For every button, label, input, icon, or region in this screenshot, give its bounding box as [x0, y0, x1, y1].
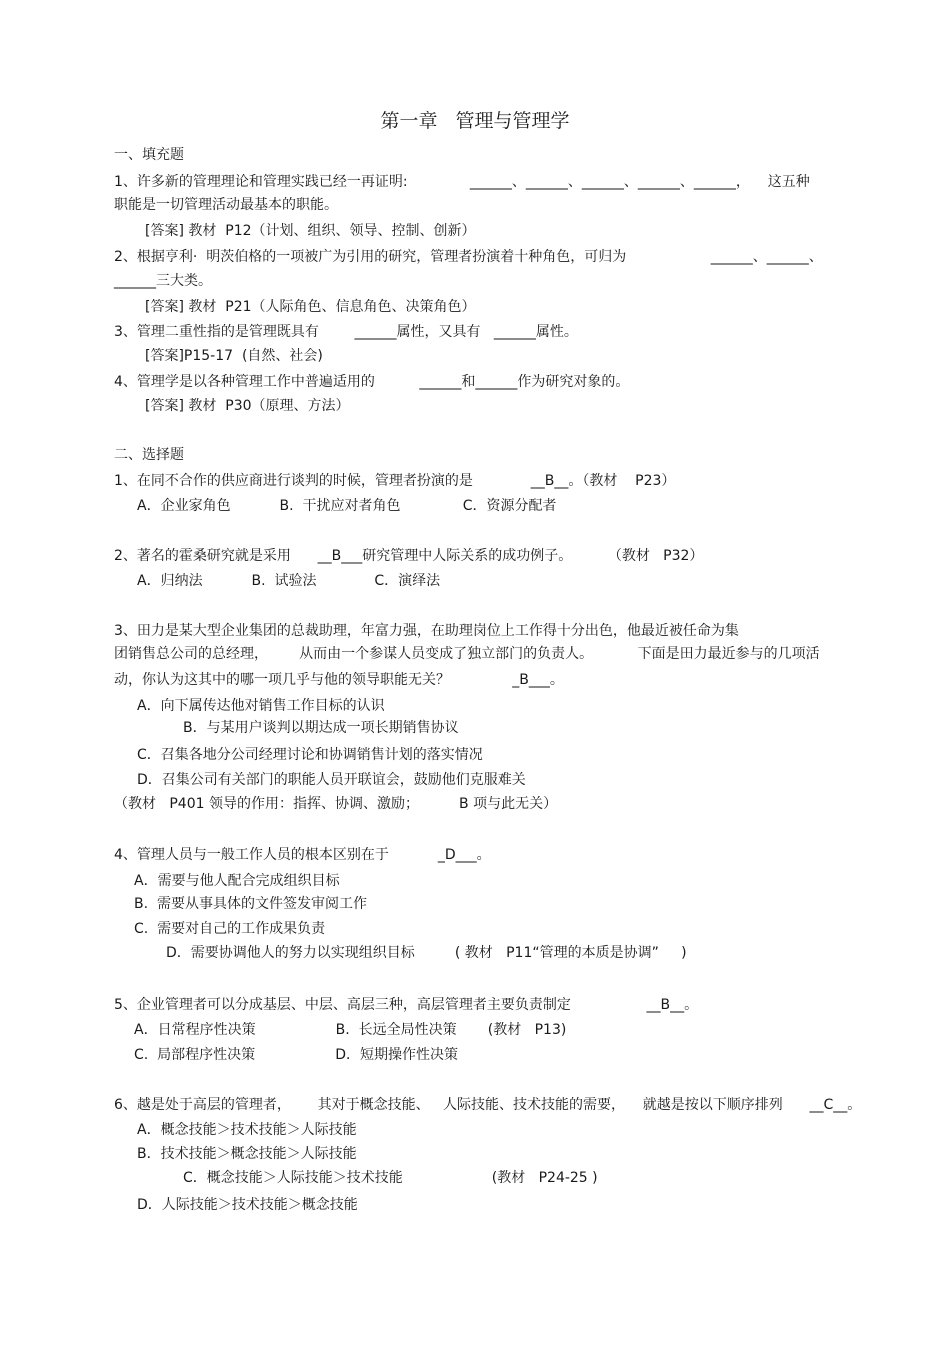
section-heading-choice: 二、选择题: [114, 447, 184, 463]
choice-q1-stem: 1、在同不合作的供应商进行谈判的时候，管理者扮演的是 __B__。（教材 P23）: [114, 473, 676, 489]
choice-q6-stem: 6、越是处于高层的管理者， 其对于概念技能、 人际技能、技术技能的需要， 就越是按以下顺序排列 __C__。: [114, 1097, 862, 1113]
choice-q4-option-d: D．需要协调他人的努力以实现组织目标 ( 教材 P11“管理的本质是协调” ): [166, 945, 687, 961]
choice-q3-option-c: C．召集各地分公司经理讨论和协调销售计划的落实情况: [137, 747, 483, 763]
fill-q3-answer: [答案]P15-17 (自然、社会): [145, 348, 323, 364]
choice-q5-stem: 5、企业管理者可以分成基层、中层、高层三种，高层管理者主要负责制定 __B__。: [114, 997, 699, 1013]
choice-q2-stem: 2、著名的霍桑研究就是采用 __B___研究管理中人际关系的成功例子。 （教材 P32）: [114, 548, 704, 564]
choice-q4-option-c: C. 需要对自己的工作成果负责: [134, 921, 326, 937]
choice-q3-option-b: B．与某用户谈判以期达成一项长期销售协议: [183, 720, 459, 736]
choice-q4-option-a: A．需要与他人配合完成组织目标: [134, 873, 340, 889]
choice-q4-option-b: B. 需要从事具体的文件签发审阅工作: [134, 896, 367, 912]
choice-q6-option-a: A．概念技能＞技术技能＞人际技能: [137, 1122, 357, 1138]
choice-q1-options: A．企业家角色 B. 干扰应对者角色 C．资源分配者: [137, 498, 557, 514]
choice-q5-options-row2: C. 局部程序性决策 D．短期操作性决策: [134, 1047, 459, 1063]
section-heading-fill: 一、填充题: [114, 147, 184, 163]
fill-q2-line2: ______三大类。: [114, 273, 212, 289]
fill-q2-answer: [答案] 教材 P21（人际角色、信息角色、决策角色）: [145, 299, 476, 315]
choice-q3-line1: 3、田力是某大型企业集团的总裁助理，年富力强，在助理岗位上工作得十分出色，他最近被任命为集: [114, 623, 739, 639]
fill-q1-line1: 1、许多新的管理理论和管理实践已经一再证明: ______、______、______、______、______， 这五种: [114, 174, 810, 190]
choice-q3-note: （教材 P401 领导的作用：指挥、协调、激励； B 项与此无关）: [114, 796, 558, 812]
choice-q3-line2: 团销售总公司的总经理， 从而由一个参谋人员变成了独立部门的负责人。 下面是田力最近参与的几项活: [114, 646, 820, 662]
choice-q3-option-a: A．向下属传达他对销售工作目标的认识: [137, 698, 385, 714]
choice-q2-options: A．归纳法 B. 试验法 C．演绎法: [137, 573, 441, 589]
fill-q2-line1: 2、根据亨利· 明茨伯格的一项被广为引用的研究，管理者扮演着十种角色，可归为 ______、______、: [114, 249, 823, 265]
fill-q1-answer: [答案] 教材 P12（计划、组织、领导、控制、创新）: [145, 223, 476, 239]
choice-q6-option-c: C．概念技能＞人际技能＞技术技能 (教材 P24-25 ): [183, 1170, 598, 1186]
fill-q4-line1: 4、管理学是以各种管理工作中普遍适用的 ______和______作为研究对象的。: [114, 374, 630, 390]
choice-q6-option-b: B．技术技能＞概念技能＞人际技能: [137, 1146, 357, 1162]
choice-q5-options-row1: A．日常程序性决策 B. 长远全局性决策 (教材 P13): [134, 1022, 567, 1038]
choice-q4-stem: 4、管理人员与一般工作人员的根本区别在于 _D___。: [114, 847, 491, 863]
fill-q1-line2: 职能是一切管理活动最基本的职能。: [114, 197, 338, 213]
choice-q3-line3: 动，你认为这其中的哪一项几乎与他的领导职能无关？ _B___。: [114, 672, 564, 688]
fill-q3-line1: 3、管理二重性指的是管理既具有 ______属性，又具有 ______属性。: [114, 324, 578, 340]
choice-q3-option-d: D．召集公司有关部门的职能人员开联谊会，鼓励他们克服难关: [137, 772, 526, 788]
fill-q4-answer: [答案] 教材 P30（原理、方法）: [145, 398, 350, 414]
choice-q6-option-d: D．人际技能＞技术技能＞概念技能: [137, 1197, 358, 1213]
page-title: 第一章 管理与管理学: [380, 110, 570, 132]
